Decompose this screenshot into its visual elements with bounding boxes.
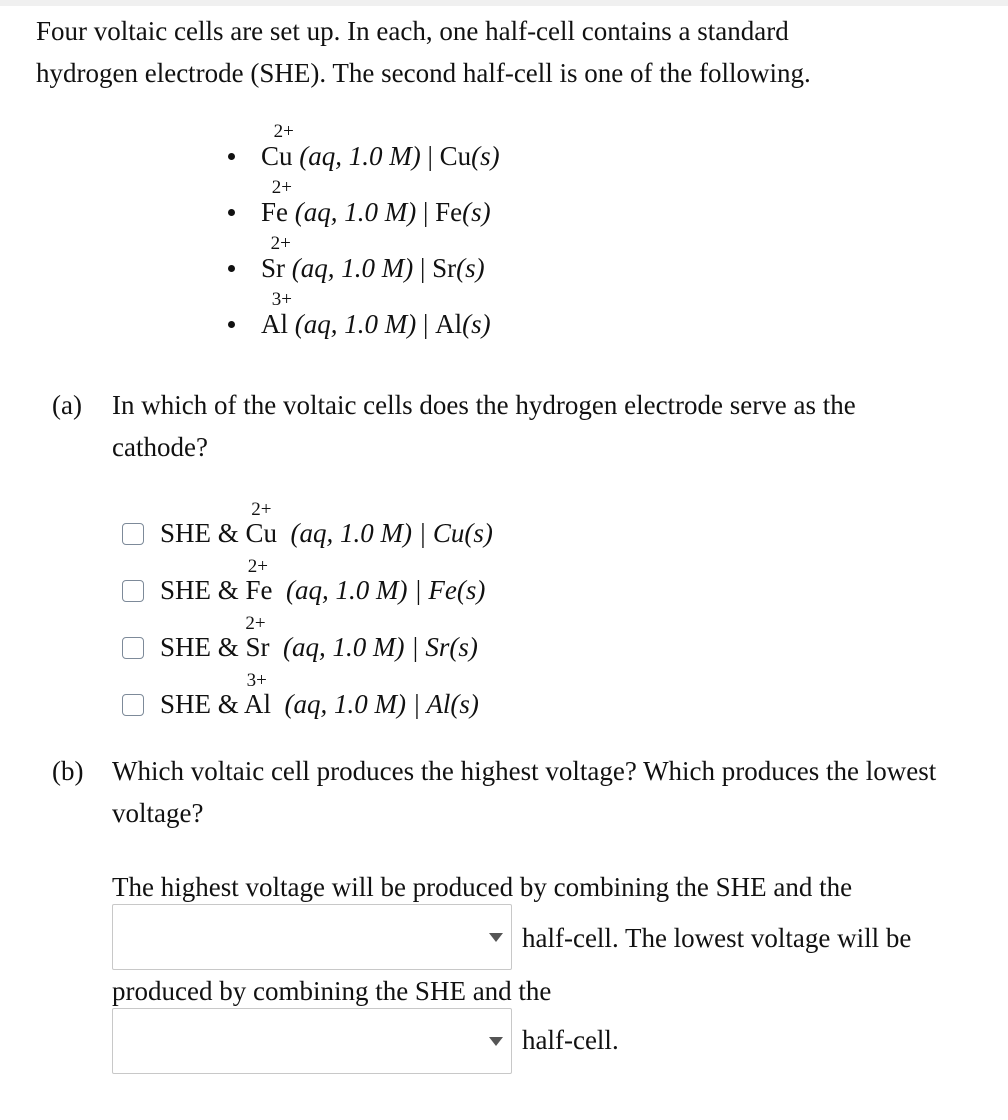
state: (s) [462, 197, 491, 227]
half-cell-list [228, 121, 500, 352]
state: (s) [471, 141, 500, 171]
intro-line-2: hydrogen electrode (SHE). The second half-cell is one of the following. [36, 58, 811, 88]
chevron-down-icon [489, 933, 503, 942]
ion-symbol: Cu [261, 141, 293, 171]
metal-symbol: Cu [439, 141, 472, 171]
half-cell-item [228, 121, 500, 184]
metal-symbol: Al [435, 309, 463, 339]
ion-charge: 2+ [271, 177, 293, 198]
ion-charge: 2+ [270, 233, 291, 254]
option-prefix: SHE & Al [160, 689, 272, 719]
option-row[interactable] [122, 556, 493, 619]
conditions: (aq, 1.0 M) [299, 141, 421, 171]
option-rest: (aq, 1.0 M) | Fe(s) [286, 575, 486, 605]
conditions: (aq, 1.0 M) [294, 309, 417, 339]
option-charge: 2+ [247, 556, 268, 577]
highest-voltage-select[interactable] [112, 904, 512, 970]
state: (s) [456, 253, 485, 283]
ion-charge: 2+ [273, 121, 294, 142]
chevron-down-icon [489, 1037, 503, 1046]
option-rest: (aq, 1.0 M) | Al(s) [284, 689, 479, 719]
part-a-options [122, 499, 493, 733]
bullet-icon [228, 265, 235, 272]
option-rest: (aq, 1.0 M) | Cu(s) [290, 518, 493, 548]
option-rest: (aq, 1.0 M) | Sr(s) [283, 632, 478, 662]
part-b-label: (b) [52, 756, 84, 786]
separator: | [422, 197, 429, 227]
half-cell-item [228, 233, 500, 296]
answer-after-select-1: half-cell. The lowest voltage will be [522, 923, 912, 953]
option-prefix: SHE & Fe [160, 575, 273, 605]
option-checkbox[interactable] [122, 694, 144, 716]
metal-symbol: Fe [435, 197, 463, 227]
lowest-voltage-select[interactable] [112, 1008, 512, 1074]
option-prefix: SHE & Sr [160, 632, 270, 662]
half-cell-item [228, 289, 500, 352]
metal-symbol: Sr [432, 253, 457, 283]
bullet-icon [228, 209, 235, 216]
part-a-question: In which of the voltaic cells does the hydrogen electrode serve as the cathode? [112, 390, 856, 462]
option-charge: 2+ [251, 499, 272, 520]
top-bar [0, 0, 1008, 6]
ion-symbol: Sr [261, 253, 286, 283]
ion-charge: 3+ [271, 289, 293, 310]
ion-symbol: Fe [261, 197, 288, 227]
bullet-icon [228, 321, 235, 328]
conditions: (aq, 1.0 M) [291, 253, 414, 283]
option-row[interactable] [122, 670, 493, 733]
intro-line-1: Four voltaic cells are set up. In each, one half-cell contains a standard [36, 16, 789, 46]
separator: | [422, 309, 429, 339]
option-checkbox[interactable] [122, 580, 144, 602]
answer-after-select-2: half-cell. [522, 1025, 619, 1055]
ion-symbol: Al [261, 309, 288, 339]
option-row[interactable] [122, 499, 493, 562]
option-checkbox[interactable] [122, 637, 144, 659]
bullet-icon [228, 153, 235, 160]
half-cell-item [228, 177, 500, 240]
answer-line-1: The highest voltage will be produced by combining the SHE and the [112, 872, 853, 902]
option-prefix: SHE & Cu [160, 518, 278, 548]
conditions: (aq, 1.0 M) [294, 197, 417, 227]
part-a-label: (a) [52, 390, 82, 420]
part-b-question: Which voltaic cell produces the highest voltage? Which produces the lowest voltage? [112, 756, 937, 828]
intro-text [36, 10, 966, 94]
option-charge: 2+ [245, 613, 266, 634]
option-row[interactable] [122, 613, 493, 676]
answer-line-3: produced by combining the SHE and the [112, 976, 552, 1006]
state: (s) [462, 309, 491, 339]
option-checkbox[interactable] [122, 523, 144, 545]
separator: | [420, 253, 426, 283]
separator: | [427, 141, 433, 171]
option-charge: 3+ [246, 670, 267, 691]
